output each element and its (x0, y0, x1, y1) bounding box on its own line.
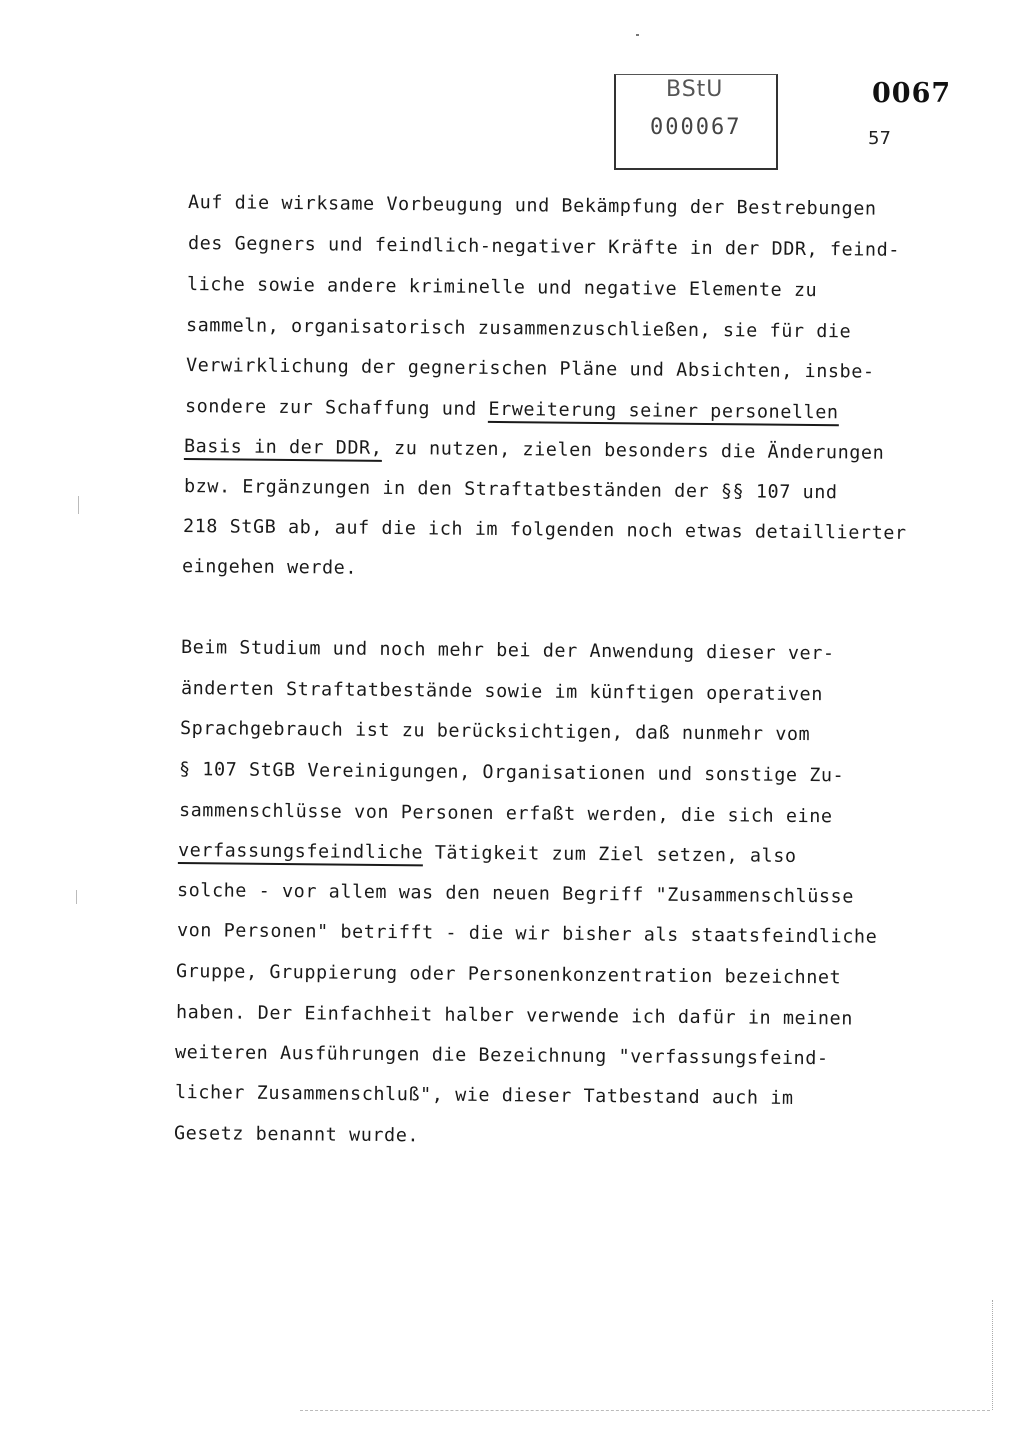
paragraph1-line6-text: sondere zur Schaffung und (184, 396, 489, 420)
paragraph2-line3: Sprachgebrauch ist zu berücksichtigen, daß nunmehr vom (179, 718, 811, 746)
paragraph2-line9: Gruppe, Gruppierung oder Personenkonzentration bezeichnet (175, 961, 842, 989)
paragraph2-line6 (178, 840, 797, 867)
paragraph2-line12: licher Zusammenschluß", wie dieser Tatbestand auch im (174, 1082, 794, 1109)
paragraph2-line2: änderten Straftatbestände sowie im künftigen operativen (180, 678, 824, 706)
paragraph2-line8: von Personen" betrifft - die wir bisher als staatsfeindliche (176, 920, 878, 948)
paragraph2-line6-text: Tätigkeit zum Ziel setzen, also (423, 842, 797, 867)
paragraph1-line8: bzw. Ergänzungen in den Straftatbeständen der §§ 107 und (183, 476, 838, 504)
underlined-phrase: verfassungsfeindliche (178, 840, 423, 866)
scan-edge-noise (300, 1410, 990, 1411)
paragraph1-line10: eingehen werde. (181, 556, 358, 579)
paragraph2-line13: Gesetz benannt wurde. (173, 1123, 420, 1147)
paragraph2-line7: solche - vor allem was den neuen Begriff "Zusammenschlüsse (176, 880, 855, 908)
paragraph1-line4: sammeln, organisatorisch zusammenzuschließen, sie für die (185, 315, 852, 343)
scan-speck (76, 890, 77, 904)
paragraph2-line11: weiteren Ausführungen die Bezeichnung "verfassungsfeind- (174, 1042, 829, 1070)
paragraph2-line10: haben. Der Einfachheit halber verwende ich dafür in meinen (175, 1002, 854, 1030)
underlined-phrase: Erweiterung seiner personellen (488, 399, 838, 426)
paragraph1-line2: des Gegners und feindlich-negativer Kräfte in der DDR, feind- (187, 233, 901, 261)
paragraph1-line7 (184, 436, 885, 464)
underlined-phrase: Basis in der DDR, (184, 436, 383, 462)
archive-stamp (614, 74, 778, 170)
paragraph1-line1: Auf die wirksame Vorbeugung und Bekämpfung der Bestrebungen (187, 192, 877, 220)
stamp-title: BStU (666, 77, 724, 102)
paragraph1-line6 (185, 396, 839, 423)
scan-speck (78, 496, 79, 514)
document-number: 0067 (872, 78, 952, 109)
stamp-number: 000067 (650, 115, 742, 140)
scan-speck (636, 34, 639, 36)
paragraph1-line3: liche sowie andere kriminelle und negative Elemente zu (186, 274, 818, 302)
paragraph1-line7-text: zu nutzen, zielen besonders die Änderungen (382, 437, 885, 464)
paragraph2-line4: § 107 StGB Vereinigungen, Organisationen und sonstige Zu- (178, 759, 845, 787)
paragraph2-line1: Beim Studium und noch mehr bei der Anwendung dieser ver- (180, 637, 835, 665)
paragraph1-line5: Verwirklichung der gegnerischen Pläne und Absichten, insbe- (185, 355, 875, 383)
paragraph2-line5: sammenschlüsse von Personen erfaßt werden, die sich eine (178, 800, 833, 828)
scan-edge-noise (992, 1300, 993, 1410)
page-number: 57 (868, 128, 891, 149)
paragraph1-line9: 218 StGB ab, auf die ich im folgenden noch etwas detaillierter (182, 516, 907, 544)
